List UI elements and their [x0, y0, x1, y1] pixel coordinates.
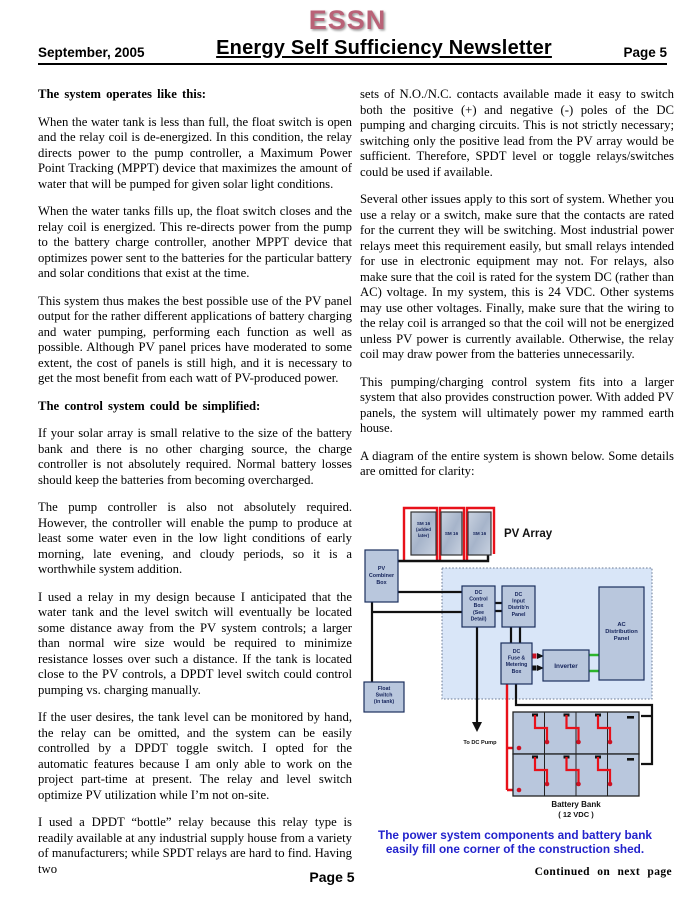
battery-bank	[513, 712, 639, 796]
pv-panel-1-label: SM 16 (added later)	[415, 520, 432, 538]
battery-bank-label: Battery Bank	[551, 799, 601, 809]
issue-date: September, 2005	[38, 45, 145, 60]
dc-fuse-metering-box	[501, 643, 532, 684]
article-body	[38, 87, 674, 889]
paragraph: When the water tank is less than full, the float switch is open and the relay coil is de-energized. In this condition, the relay directs power to the pump controller, a Maximum Power Point Tracking (MPPT) device that maximizes the amount of water that will be pumped for given solar light conditions.	[38, 114, 352, 191]
pv-panel-3	[468, 512, 491, 555]
to-dc-pump-label: To DC Pump	[463, 739, 497, 746]
positive-terminal-dot	[517, 745, 522, 750]
masthead-row	[38, 37, 667, 65]
inverter-box	[543, 650, 589, 681]
pv-array-label: PV Array	[504, 527, 553, 540]
pv-panel-3-label: SM 16	[472, 530, 487, 536]
negative-terminal-mark	[627, 758, 634, 761]
svg-text:FloatSwitch(in tank): Float Switch (in tank)	[373, 685, 395, 705]
paragraph: A diagram of the entire system is shown below. Some details are omitted for clarity:	[360, 448, 674, 478]
dc-control-box	[462, 586, 495, 627]
pv-panel-2-label: SM 16	[444, 530, 459, 536]
paragraph: I used a DPDT “bottle” relay because this relay type is readily available at any industrial supply house from a variety of manufacturers; while SPDT relays are hard to find. Having two	[38, 815, 352, 876]
figure-caption: The power system components and battery bank easily fill one corner of the construction shed.	[377, 827, 652, 857]
paragraph: Several other issues apply to this sort of system. Whether you use a relay or a switch, make sure that the contacts are rated for the current they will be switching. Most industrial power relays meet this requirement easily, but small relays intended for use in electronic equipment may not. For relays, also make sure that the coil is rated for the system DC (rather than AC) voltage. In my system, this is 24 VDC. Other systems may use other voltages. Finally, make sure that the wiring to the relay coil is arranged so that the coil will not be energized unless PV power is currently available. Otherwise, the relay coil may draw power from the batteries unnecessarily.	[360, 192, 674, 361]
ac-distribution-panel	[599, 587, 644, 680]
pump-arrowhead	[472, 722, 482, 732]
svg-text:DCFuse &MeteringBox: DC Fuse & Metering Box	[505, 648, 528, 675]
system-diagram	[357, 492, 691, 824]
pv-panel-1	[411, 512, 436, 555]
paragraph: If your solar array is small relative to the size of the battery bank and there is no other charging source, the charge controller is not absolutely required. Normal battery losses should keep the batteries from becoming overcharged.	[38, 426, 352, 487]
svg-text:PVCombinerBox: PV Combiner Box	[368, 565, 395, 586]
svg-text:DCControlBox(SeeDetail): DC Control Box (See Detail)	[469, 589, 488, 622]
paragraph: If the user desires, the tank level can be monitored by hand, the relay can be omitted, and the system can be easily controlled by a DPDT toggle switch. I opted for the automatic features because I am only able to work on the project part-time at present. The relay and level switch optimize PV utilization while I’m not on-site.	[38, 710, 352, 802]
section-heading: The control system could be simplified:	[38, 398, 261, 413]
svg-text:ACDistributionPanel: AC Distribution Panel	[605, 621, 638, 642]
paragraph: This system thus makes the best possible use of the PV panel output for the rather different applications of battery charging and water pumping, performing each function as well as possible. Although PV panel prices have moderated to some extent, the cost of panels is still high, and it is necessary to get the most benefit from each watt of PV-produced power.	[38, 293, 352, 385]
positive-terminal-dot	[517, 787, 522, 792]
newsletter-logo: ESSN	[308, 5, 387, 35]
float-switch-box	[364, 682, 404, 712]
paragraph: I used a relay in my design because I anticipated that the water tank and the level switch will eventually be located some distance away from the PV system controls; a larger than normal wire size would be required to minimize resistance losses over such a distance. If the tank is located close to the PV controls, a DPDT level switch could control pumping vs. charging manually.	[38, 589, 352, 697]
svg-text:DCInputDistrib'nPanel: DC Input Distrib'n Panel	[508, 591, 529, 618]
paragraph: The pump controller is also not absolutely required. However, the controller will enable the pump to produce at least some water even in the low light conditions of early morning, late evening, and cloudy periods, so it is a worthwhile system addition.	[38, 500, 352, 576]
section-heading: The system operates like this:	[38, 87, 206, 101]
battery-bank-voltage: ( 12 VDC )	[558, 809, 594, 819]
paragraph: This pumping/charging control system fits into a larger system that also provides construction power. With added PV panels, the system will ultimately power my rammed earth house.	[360, 374, 674, 435]
paragraph: When the water tanks fills up, the float switch closes and the relay coil is energized. This re-directs power from the pump to the battery charge controller, another MPPT device that optimizes power sent to the batteries for the particular battery and solar conditions that exist at the time.	[38, 204, 352, 280]
page-header	[0, 5, 695, 65]
svg-text:Inverter: Inverter	[554, 662, 578, 670]
right-column	[360, 87, 674, 889]
page-number-footer: Page 5	[309, 869, 355, 885]
left-column	[38, 87, 352, 889]
newsletter-title: Energy Self Sufficiency Newsletter	[216, 37, 552, 59]
negative-terminal-mark	[627, 716, 634, 719]
dc-input-distribution-panel	[502, 586, 535, 627]
continued-notice: Continued on next page	[534, 865, 672, 878]
page-number-header: Page 5	[623, 45, 667, 60]
paragraph: sets of N.O./N.C. contacts available made it easy to switch both the positive (+) and negative (-) poles of the DC pumping and charging circuits. This is not strictly necessary; switching only the positive lead from the PV array would be sufficient. Therefore, SPDT level or toggle relays/switches could be used if available.	[360, 87, 674, 179]
pv-combiner-box	[365, 550, 398, 602]
pv-panel-2	[441, 512, 462, 555]
